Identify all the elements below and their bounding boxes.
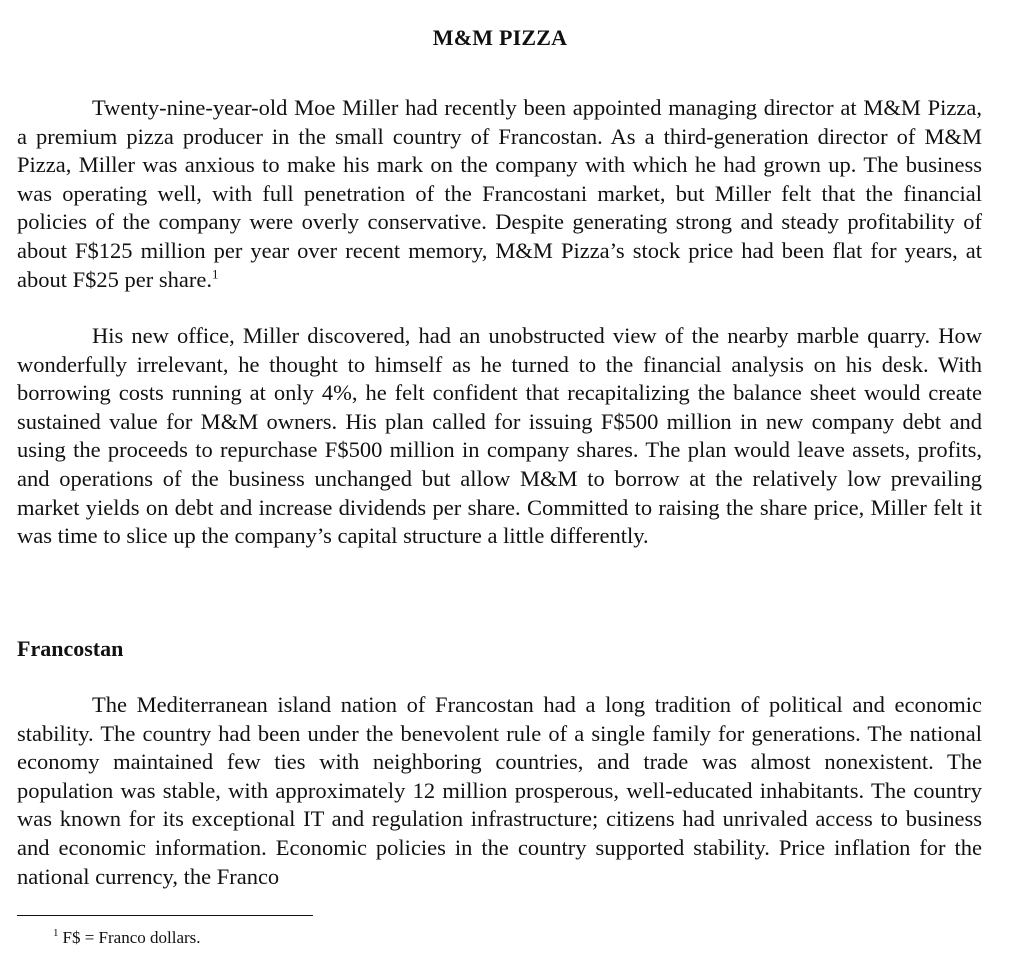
section-heading-francostan: Francostan xyxy=(17,636,124,661)
intro-paragraph xyxy=(17,94,982,294)
footnote-divider xyxy=(17,915,313,916)
plan-paragraph: His new office, Miller discovered, had an unobstructed view of the nearby marble quarry. How wonderfully irrelevant, he thought to himself as he turned to the financial analysis on his desk. With borrowing costs running at only 4%, he felt confident that recapitalizing the balance sheet would create sustained value for M&M owners. His plan called for issuing F$500 million in new company debt and using the proceeds to repurchase F$500 million in company shares. The plan would leave assets, profits, and operations of the business unchanged but allow M&M to borrow at the relatively low prevailing market yields on debt and increase dividends per share. Committed to raising the share price, Miller felt it was time to slice up the company’s capital structure a little differently. xyxy=(17,323,982,549)
footnote-reference[interactable]: 1 xyxy=(211,266,219,282)
francostan-paragraph: The Mediterranean island nation of Francostan had a long tradition of political and economic stability. The country had been under the benevolent rule of a single family for generations. The national economy maintained few ties with neighboring countries, and trade was almost nonexistent. The population was stable, with approximately 12 million prosperous, well-educated inhabitants. The country was known for its exceptional IT and regulation infrastructure; citizens had unrivaled access to business and economic information. Economic policies in the country supported stability. Price inflation for the national currency, the Franco xyxy=(17,692,982,889)
intro-paragraph-text: Twenty-nine-year-old Moe Miller had recently been appointed managing director at M&M Pizza, a premium pizza producer in the small country of Francostan. As a third-generation director of M&M Pizza, Miller was anxious to make his mark on the company with which he had grown up. The business was operating well, with full penetration of the Francostani market, but Miller felt that the financial policies of the company were overly conservative. Despite generating strong and steady profitability of about F$125 million per year over recent memory, M&M Pizza’s stock price had been flat for years, at about F$25 per share. xyxy=(17,95,982,292)
document-title: M&M PIZZA xyxy=(432,24,568,50)
footnote xyxy=(53,926,201,950)
footnote-marker: 1 xyxy=(53,927,59,940)
footnote-text: F$ = Franco dollars. xyxy=(62,928,201,947)
